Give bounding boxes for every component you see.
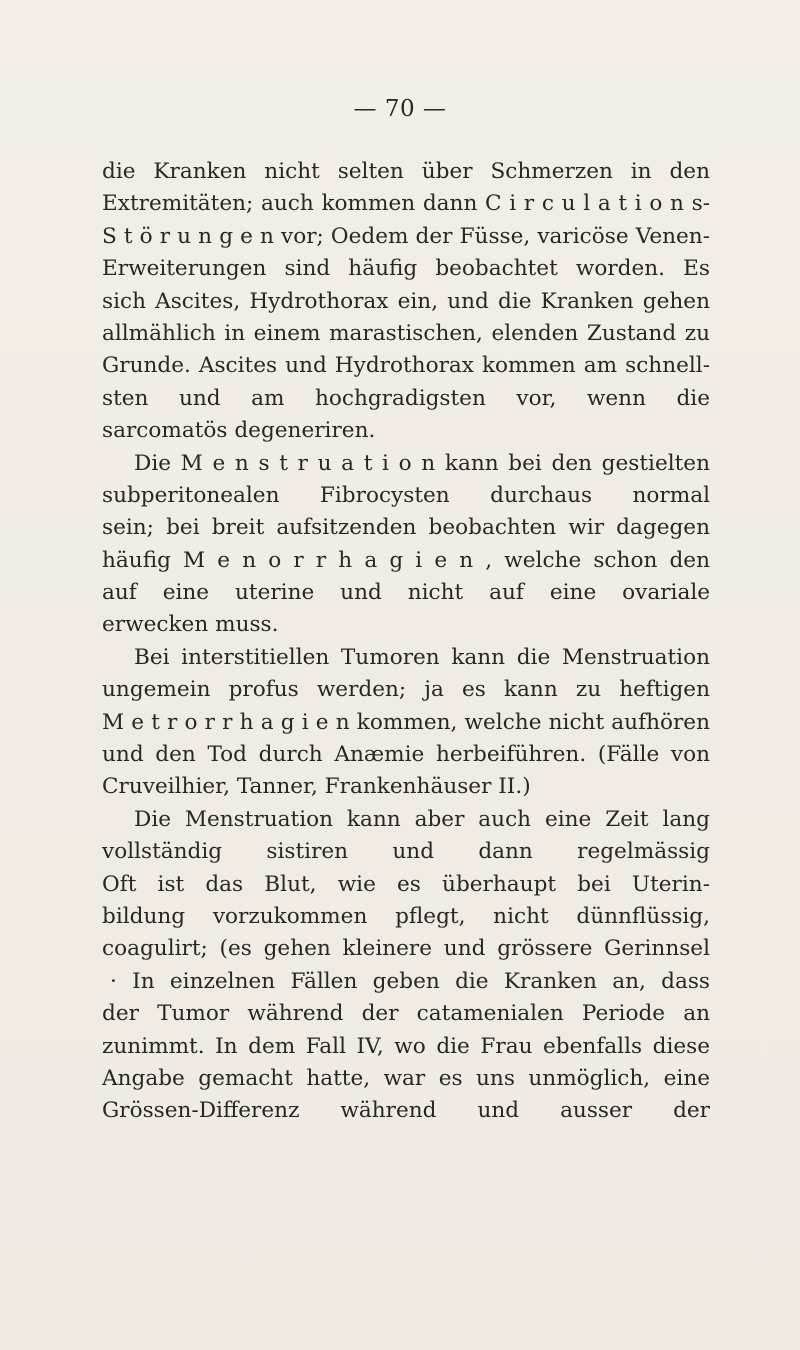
text-line: ungemein profus werden; ja es kann zu heftigen [102,677,710,703]
text-line: Grössen-Differenz während und ausser der [102,1098,710,1124]
text-line: Erweiterungen sind häufig beobachtet worden. Es [102,256,710,282]
text-line: Die Menstruation kann aber auch eine Zeit lang [134,806,710,832]
text-line: Grunde. Ascites und Hydrothorax kommen am schnell- [102,353,710,379]
text-line: sten und am hochgradigsten vor, wenn die [102,385,710,411]
body-text [102,156,710,1128]
text-line: sich Ascites, Hydrothorax ein, und die Kranken gehen [102,288,710,314]
text-line: M e t r o r r h a g i e n kommen, welche nicht aufhören [102,709,710,735]
text-line: der Tumor während der catamenialen Periode an [102,1001,710,1027]
text-line: sarcomatös degeneriren. [102,418,376,444]
text-line: sein; bei breit aufsitzenden beobachten wir dagegen [102,515,710,541]
text-line: S t ö r u n g e n vor; Oedem der Füsse, varicöse Venen- [102,223,710,249]
text-line: Die M e n s t r u a t i o n kann bei den gestielten [134,450,710,476]
text-line: subperitonealen Fibrocysten durchaus normal [102,482,710,508]
text-line: allmählich in einem marastischen, elenden Zustand zu [102,320,710,346]
text-line: zunimmt. In dem Fall IV, wo die Frau ebenfalls diese [102,1033,710,1059]
text-line: Cruveilhier, Tanner, Frankenhäuser II.) [102,774,531,800]
text-line: Oft ist das Blut, wie es überhaupt bei Uterin- [102,871,710,897]
text-line: vollständig sistiren und dann regelmässig [102,839,710,865]
text-line: Extremitäten; auch kommen dann C i r c u l a t i o n s- [102,191,710,217]
text-line: häufig M e n o r r h a g i e n , welche schon den [102,547,710,573]
text-line: auf eine uterine und nicht auf eine ovariale [102,580,710,606]
text-line: coagulirt; (es gehen kleinere und grössere Gerinnsel [102,936,710,962]
text-line: die Kranken nicht selten über Schmerzen in den [102,159,710,184]
text-line: bildung vorzukommen pflegt, nicht dünnflüssig, [102,903,710,929]
text-line: erwecken muss. [102,612,279,638]
text-line: Angabe gemacht hatte, war es uns unmöglich, eine [102,1065,710,1091]
text-line: · In einzelnen Fällen geben die Kranken an, dass [110,968,710,994]
text-line: Bei interstitiellen Tumoren kann die Menstruation [134,644,710,670]
page-number: — 70 — [353,96,447,122]
text-line: und den Tod durch Anæmie herbeiführen. (Fälle von [102,742,710,768]
